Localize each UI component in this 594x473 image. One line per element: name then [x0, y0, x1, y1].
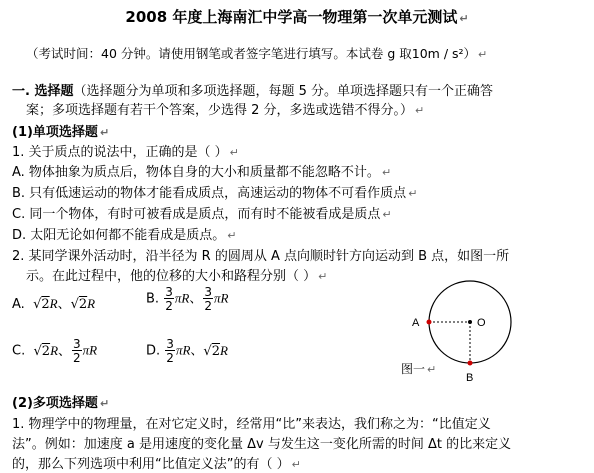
multi-choice-title: (2)多项选择题: [12, 396, 98, 411]
multi-question-1-line3: [12, 453, 301, 472]
page-title: [0, 6, 594, 27]
single-choice-heading: [12, 121, 109, 140]
option-text: B. 只有低速运动的物体才能看成质点，高速运动的物体不可看作质点: [12, 186, 407, 201]
paragraph-mark: ↵: [381, 166, 392, 179]
label-o: O: [477, 317, 486, 329]
paragraph-mark: ↵: [291, 458, 301, 471]
question-text-line1: 2. 某同学课外活动时，沿半径为 R 的圆周从 A 点向顺时针方向运动到 B 点，如图一所: [12, 249, 510, 264]
question-text-line2: 示。在此过程中，他的位移的大小和路程分别（ ）: [26, 269, 317, 284]
title-text: 2008 年度上海南汇中学高一物理第一次单元测试: [125, 8, 458, 26]
fraction: $\frac{3}{2}$: [204, 285, 212, 313]
fraction: $\frac{3}{2}$: [166, 337, 174, 365]
exam-note: [26, 44, 487, 62]
q1-option-d: [12, 224, 237, 243]
paragraph-mark: ↵: [99, 397, 110, 410]
label-b: B: [466, 372, 474, 384]
question-2-stem: [12, 245, 509, 264]
option-text: A. 物体抽象为质点后，物体自身的大小和质量都不能忽略不计。: [12, 165, 380, 180]
section-heading: [12, 80, 493, 99]
question-text-line2: 法”。例如：加速度 a 是用速度的变化量 Δv 与发生这一变化所需的时间 Δt 的比来定义: [12, 437, 512, 452]
point-b: [468, 361, 473, 366]
option-text: C. 同一个物体，有时可被看成是质点，而有时不能被看成是质点: [12, 207, 381, 222]
option-formula: √2R、: [29, 342, 72, 359]
paragraph-mark: ↵: [427, 363, 437, 376]
question-text-line3: 的，那么下列选项中利用“比值定义法”的有（ ）: [12, 457, 290, 472]
question-1-stem: [12, 141, 239, 160]
section-desc-line1: （选择题分为单项和多项选择题，每题 5 分。单项选择题只有一个正确答: [73, 84, 494, 99]
paragraph-mark: ↵: [318, 270, 328, 283]
figure-caption-text: 图一: [401, 362, 426, 376]
single-choice-title: (1)单项选择题: [12, 125, 98, 140]
question-text-line1: 1. 物理学中的物理量，在对它定义时，经常用“比”来表达，我们称之为：“比值定义: [12, 417, 491, 432]
option-label: D.: [146, 343, 161, 359]
multi-question-1-line1: [12, 413, 491, 432]
option-label: C.: [12, 343, 26, 359]
question-text: 1. 关于质点的说法中，正确的是（ ）: [12, 145, 228, 160]
paragraph-mark: ↵: [227, 229, 237, 242]
question-2-stem-2: [26, 265, 327, 284]
q1-option-b: [12, 182, 417, 201]
paragraph-mark: ↵: [478, 48, 488, 61]
q2-option-b: B. $\frac{3}{2}$ πR、 $\frac{3}{2}$ πR: [146, 285, 229, 313]
paragraph-mark: ↵: [382, 208, 392, 221]
section-title: 一. 选择题: [12, 84, 74, 99]
option-formula: √2R、√2R: [28, 296, 96, 312]
q2-option-c: C. √2R、 $\frac{3}{2}$ πR: [12, 337, 98, 365]
option-text: D. 太阳无论如何都不能看成是质点。: [12, 228, 226, 243]
q2-option-d: D. $\frac{3}{2}$ πR、√2R: [146, 337, 228, 365]
point-a: [427, 320, 432, 325]
section-desc: [26, 99, 424, 118]
q2-option-a: [12, 293, 95, 312]
section-desc-line2: 案；多项选择题有若干个答案，少选得 2 分，多选或选错不得分。）: [26, 103, 414, 118]
figure-caption: [401, 360, 436, 377]
paragraph-mark: ↵: [99, 126, 110, 139]
option-label: A.: [12, 297, 25, 312]
paragraph-mark: ↵: [459, 12, 469, 25]
fraction: $\frac{3}{2}$: [165, 285, 173, 313]
fraction: $\frac{3}{2}$: [73, 337, 81, 365]
exam-note-text: （考试时间：40 分钟。请使用钢笔或者签字笔进行填写。本试卷 g 取10m / s²）: [26, 46, 477, 61]
point-o: [468, 320, 472, 324]
option-label: B.: [146, 291, 160, 307]
paragraph-mark: ↵: [415, 104, 425, 117]
multi-question-1-line2: [12, 433, 511, 452]
q1-option-c: [12, 203, 392, 222]
label-a: A: [412, 317, 420, 329]
paragraph-mark: ↵: [229, 146, 239, 159]
multi-choice-heading: [12, 392, 109, 411]
paragraph-mark: ↵: [408, 187, 418, 200]
q1-option-a: [12, 161, 391, 180]
